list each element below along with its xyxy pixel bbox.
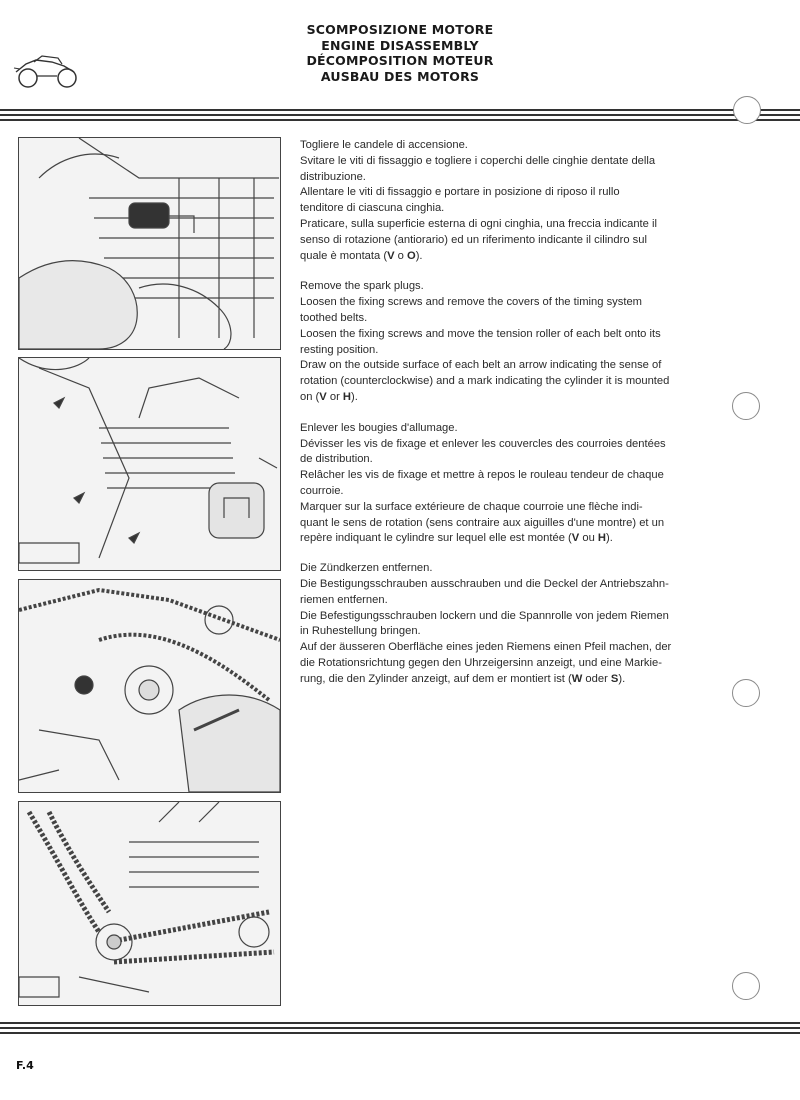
text-line: Draw on the outside surface of each belt an arrow indicating the sense of	[300, 359, 662, 372]
title-de: AUSBAU DES MOTORS	[320, 68, 480, 84]
text-fragment: oder	[582, 672, 611, 685]
instructions-german	[300, 561, 704, 687]
tension-roller-loosening-illustration	[18, 579, 281, 793]
text-fragment: on (	[300, 390, 320, 403]
timing-belt-marking-illustration	[18, 801, 281, 1006]
bottom-divider	[0, 1022, 800, 1034]
text-line: distribuzione.	[300, 170, 366, 183]
binder-hole	[732, 679, 760, 707]
text-line: Loosen the fixing screws and remove the covers of the timing system	[300, 296, 642, 309]
text-line: tenditore di ciascuna cinghia.	[300, 202, 445, 215]
cylinder-code: V	[387, 249, 395, 262]
instructions-french	[300, 421, 704, 547]
cylinder-code: O	[407, 249, 416, 262]
text-line: Enlever les bougies d'allumage.	[300, 421, 458, 434]
title-en: ENGINE DISASSEMBLY	[321, 37, 479, 53]
text-fragment: rung, die den Zylinder anzeigt, auf dem er montiert ist (	[300, 672, 572, 685]
text-line: Praticare, sulla superficie esterna di ogni cinghia, una freccia indicante il	[300, 217, 657, 230]
cylinder-code: V	[319, 390, 327, 403]
text-line: Auf der äusseren Oberfläche eines jeden Riemens einen Pfeil machen, der	[300, 641, 672, 654]
cylinder-code: W	[571, 672, 583, 685]
cylinder-code: S	[610, 672, 619, 685]
text-line: Allentare le viti di fissaggio e portare in posizione di riposo il rullo	[300, 186, 620, 199]
text-line	[300, 249, 704, 265]
text-fragment: ).	[618, 672, 626, 685]
text-line: Die Befestigungsschrauben lockern und die Spannrolle von jedem Riemen	[300, 609, 669, 622]
text-line: toothed belts.	[300, 311, 368, 324]
binder-hole	[732, 392, 760, 420]
top-divider	[0, 109, 800, 121]
spark-plug-removal-illustration	[18, 137, 281, 350]
text-line	[300, 531, 704, 547]
instructions-italian	[300, 138, 704, 264]
text-line	[300, 390, 704, 406]
text-line: Svitare le viti di fissaggio e togliere i coperchi delle cinghie dentate della	[300, 154, 656, 167]
text-fragment: repère indiquant le cylindre sur lequel elle est montée (	[300, 532, 572, 545]
text-line: Die Bestigungsschrauben ausschrauben und die Deckel der Antriebszahn-	[300, 577, 669, 590]
text-fragment: ).	[606, 532, 613, 545]
text-fragment: or	[326, 390, 343, 403]
text-fragment: ou	[579, 532, 598, 545]
cylinder-code: H	[597, 532, 606, 545]
instructions-english	[300, 279, 704, 405]
text-line: resting position.	[300, 343, 379, 356]
text-line: senso di rotazione (antiorario) ed un riferimento indicante il cilindro sul	[300, 233, 647, 246]
text-line: Die Zündkerzen entfernen.	[300, 562, 433, 575]
title-it: SCOMPOSIZIONE MOTORE	[306, 22, 494, 37]
text-line: rotation (counterclockwise) and a mark indicating the cylinder it is mounted	[300, 375, 670, 388]
page-number: F.4	[16, 1059, 34, 1072]
timing-belt-cover-removal-illustration	[18, 357, 281, 571]
instructions-text	[300, 138, 704, 703]
text-line: quant le sens de rotation (sens contraire aux aiguilles d'une montre) et un	[300, 516, 665, 529]
text-line: Marquer sur la surface extérieure de chaque courroie une flèche indi-	[300, 500, 643, 513]
cylinder-code: H	[342, 390, 352, 403]
text-line: Remove the spark plugs.	[300, 280, 424, 293]
text-fragment: ).	[415, 249, 423, 262]
cylinder-code: V	[571, 532, 580, 545]
text-fragment: o	[394, 249, 407, 262]
text-line: Dévisser les vis de fixage et enlever les couvercles des courroies dentées	[300, 437, 666, 450]
text-line: riemen entfernen.	[300, 593, 388, 606]
text-line: in Ruhestellung bringen.	[300, 625, 421, 638]
motorcycle-logo-icon	[12, 52, 82, 92]
text-line: Togliere le candele di accensione.	[300, 139, 468, 151]
text-line	[300, 672, 704, 688]
text-fragment: ).	[351, 390, 358, 403]
title-fr: DÉCOMPOSITION MOTEUR	[306, 53, 494, 68]
binder-hole	[733, 96, 761, 124]
text-line: Relâcher les vis de fixage et mettre à repos le rouleau tendeur de chaque	[300, 469, 664, 482]
text-line: de distribution.	[300, 453, 373, 466]
text-line: Loosen the fixing screws and move the tension roller of each belt onto its	[300, 327, 661, 340]
page-header	[0, 22, 800, 84]
text-line: courroie.	[300, 484, 344, 497]
text-fragment: quale è montata (	[300, 249, 388, 262]
binder-hole	[732, 972, 760, 1000]
text-line: die Rotationsrichtung gegen den Uhrzeigersinn anzeigt, und eine Markie-	[300, 656, 662, 669]
